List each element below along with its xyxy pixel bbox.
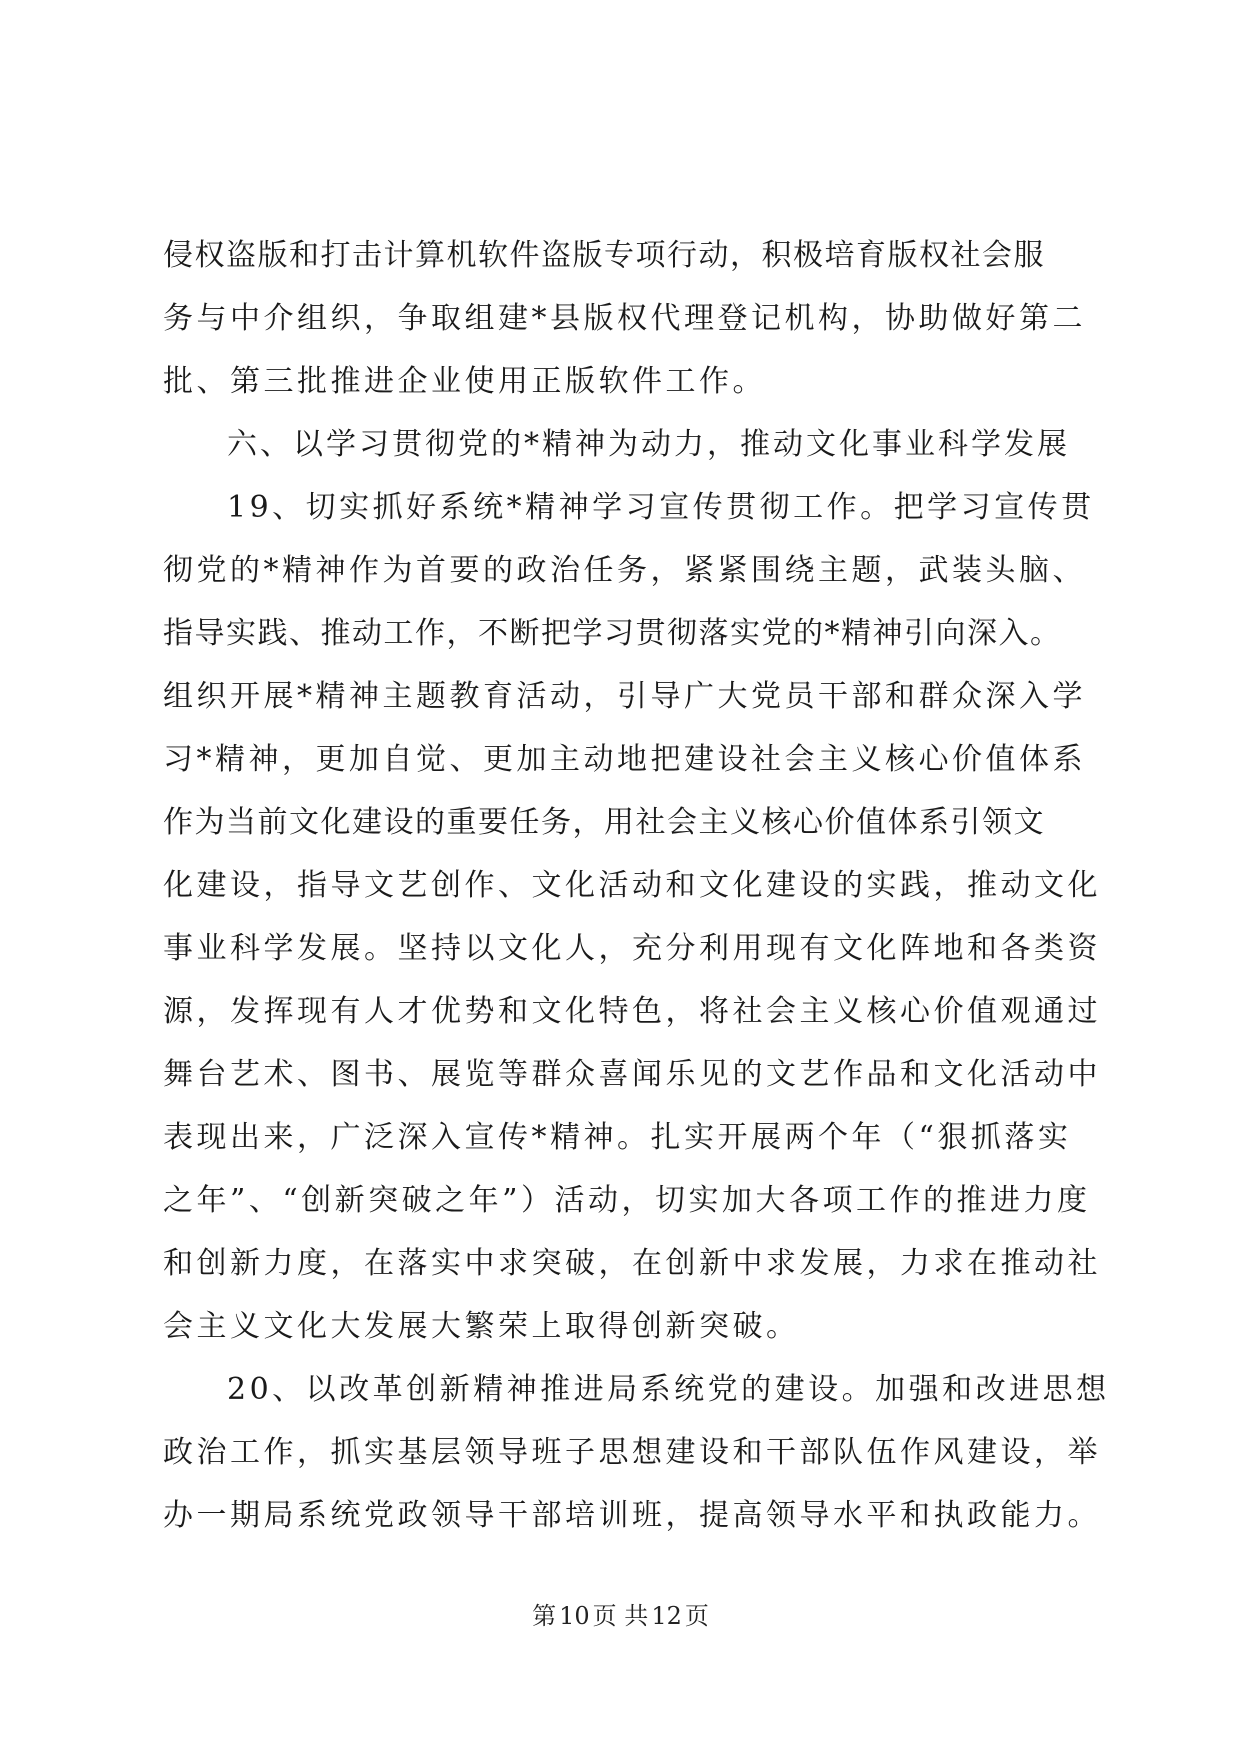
footer-middle: 页 共	[592, 1602, 649, 1630]
text-line: 彻党的*精神作为首要的政治任务，紧紧围绕主题，武装头脑、	[163, 553, 1086, 588]
footer-total-pages: 12	[651, 1602, 682, 1630]
text-line: 20、以改革创新精神推进局系统党的建设。加强和改进思想	[227, 1372, 1110, 1407]
document-body	[163, 224, 1110, 1547]
text-line: 务与中介组织，争取组建*县版权代理登记机构，协助做好第二	[163, 301, 1086, 336]
text-line: 舞台艺术、图书、展览等群众喜闻乐见的文艺作品和文化活动中	[163, 1057, 1101, 1092]
text-line: 组织开展*精神主题教育活动，引导广大党员干部和群众深入学	[163, 679, 1086, 714]
page-footer	[0, 1601, 1241, 1631]
text-line: 19、切实抓好系统*精神学习宣传贯彻工作。把学习宣传贯	[227, 490, 1095, 525]
text-line: 和创新力度，在落实中求突破，在创新中求发展，力求在推动社	[163, 1246, 1101, 1281]
text-line: 政治工作，抓实基层领导班子思想建设和干部队伍作风建设，举	[163, 1435, 1101, 1470]
text-line: 指导实践、推动工作，不断把学习贯彻落实党的*精神引向深入。	[163, 616, 1062, 651]
text-line: 会主义文化大发展大繁荣上取得创新突破。	[163, 1309, 800, 1344]
text-line: 事业科学发展。坚持以文化人，充分利用现有文化阵地和各类资	[163, 931, 1101, 966]
text-line: 侵权盗版和打击计算机软件盗版专项行动，积极培育版权社会服	[163, 238, 1045, 273]
footer-suffix: 页	[684, 1602, 709, 1630]
text-line: 之年”、“创新突破之年”）活动，切实加大各项工作的推进力度	[163, 1183, 1091, 1218]
text-line: 化建设，指导文艺创作、文化活动和文化建设的实践，推动文化	[163, 868, 1101, 903]
text-line: 习*精神，更加自觉、更加主动地把建设社会主义核心价值体系	[163, 742, 1086, 777]
footer-page-number: 10	[559, 1602, 590, 1630]
section-heading-line: 六、以学习贯彻党的*精神为动力，推动文化事业科学发展	[227, 427, 1070, 462]
text-line: 源，发挥现有人才优势和文化特色，将社会主义核心价值观通过	[163, 994, 1101, 1029]
text-line: 表现出来，广泛深入宣传*精神。扎实开展两个年（“狠抓落实	[163, 1120, 1072, 1155]
footer-prefix: 第	[532, 1602, 557, 1630]
text-line: 办一期局系统党政领导干部培训班，提高领导水平和执政能力。	[163, 1498, 1101, 1533]
text-line: 作为当前文化建设的重要任务，用社会主义核心价值体系引领文	[163, 805, 1045, 840]
text-line: 批、第三批推进企业使用正版软件工作。	[163, 364, 766, 399]
